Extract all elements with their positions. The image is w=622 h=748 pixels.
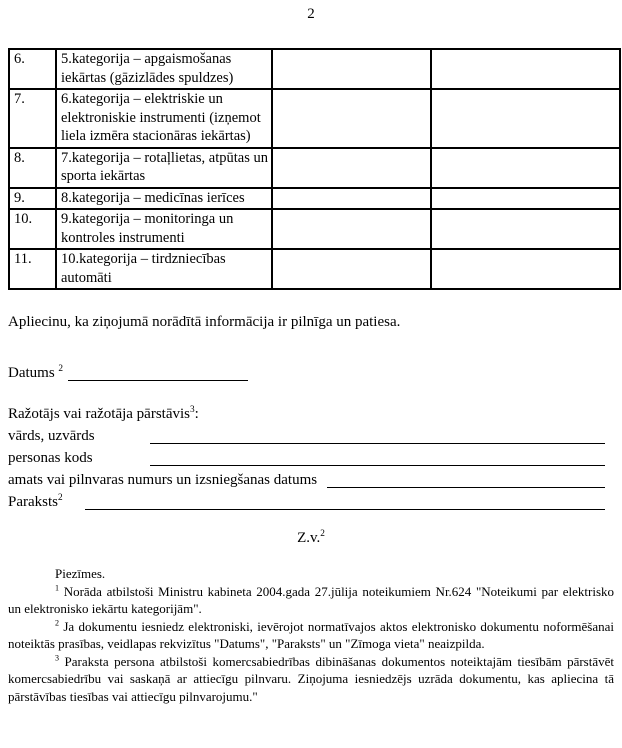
empty-cell-2 xyxy=(431,209,620,249)
empty-cell-1 xyxy=(272,188,431,210)
table-row xyxy=(9,148,620,188)
table-row xyxy=(9,89,620,148)
category-cell: 5.kategorija – apgaismošanas iekārtas (gāzizlādes spuldzes) xyxy=(56,49,272,89)
signature-blank-line xyxy=(85,509,605,510)
date-blank-line xyxy=(68,380,248,381)
statement-text: Apliecinu, ka ziņojumā norādītā informācija ir pilnīga un patiesa. xyxy=(8,314,401,330)
table-row xyxy=(9,249,620,289)
footnote-2-marker: 2 xyxy=(55,618,60,628)
representative-heading: Ražotājs vai ražotāja pārstāvis$^3$: xyxy=(8,405,199,422)
table-row xyxy=(9,209,620,249)
name-field-row xyxy=(8,425,614,447)
representative-superscript: 3 xyxy=(190,405,195,415)
row-number-cell: 8. xyxy=(9,148,56,188)
row-number-cell: 10. xyxy=(9,209,56,249)
row-number-cell: 9. xyxy=(9,188,56,210)
table-row xyxy=(9,49,620,89)
position-field-row xyxy=(8,469,614,491)
empty-cell-1 xyxy=(272,89,431,148)
date-label: Datums $^2$ xyxy=(8,364,64,381)
table-row xyxy=(9,188,620,210)
signature-superscript: 2 xyxy=(58,493,63,503)
signature-field-row xyxy=(8,491,614,513)
date-field-row xyxy=(8,362,614,384)
footnote-1-text: Norāda atbilstoši Ministru kabineta 2004.gada 27.jūlija noteikumiem Nr.624 "Noteikumi par elektrisko un elektronisko iekārtu kategorijām". xyxy=(8,583,615,616)
category-cell: 10.kategorija – tirdzniecības automāti xyxy=(56,249,272,289)
empty-cell-2 xyxy=(431,49,620,89)
name-blank-line xyxy=(150,443,605,444)
row-number-cell: 6. xyxy=(9,49,56,89)
footnote-3 xyxy=(8,653,614,706)
empty-cell-1 xyxy=(272,148,431,188)
category-cell: 8.kategorija – medicīnas ierīces xyxy=(56,188,272,210)
empty-cell-2 xyxy=(431,249,620,289)
empty-cell-2 xyxy=(431,89,620,148)
empty-cell-2 xyxy=(431,148,620,188)
empty-cell-1 xyxy=(272,209,431,249)
page-number: 2 xyxy=(307,6,315,22)
footnote-1 xyxy=(8,583,614,618)
empty-cell-1 xyxy=(272,49,431,89)
category-cell: 7.kategorija – rotaļlietas, atpūtas un sporta iekārtas xyxy=(56,148,272,188)
seal-superscript: 2 xyxy=(320,529,325,539)
signature-label: Paraksts$^2$ xyxy=(8,493,63,510)
notes-heading: Piezīmes. xyxy=(55,566,106,581)
category-cell: 9.kategorija – monitoringa un kontroles instrumenti xyxy=(56,209,272,249)
personal-code-blank-line xyxy=(150,465,605,466)
personal-code-field-row xyxy=(8,447,614,469)
footnote-3-marker: 3 xyxy=(55,653,60,663)
footnote-3-text: Paraksta persona atbilstoši komercsabiedrības dibināšanas dokumentos noteiktajām tiesībām pārstāvēt komercsabiedrību vai saskaņā ar attiecīgu pilnvaru. Ziņojuma iesniedzējs uzrāda dokumentu, kas apliecina tā pārstāvības tiesības vai attiecīgu pilnvarojumu." xyxy=(8,653,615,704)
category-cell: 6.kategorija – elektriskie un elektroniskie instrumenti (izņemot liela izmēra stacionāras iekārtas) xyxy=(56,89,272,148)
personal-code-label: personas kods xyxy=(8,450,93,466)
empty-cell-1 xyxy=(272,249,431,289)
category-table xyxy=(8,48,621,290)
footnote-2-text: Ja dokumentu iesniedz elektroniski, ievērojot normatīvajos aktos elektronisko dokumentu noformēšanai noteiktās prasības, veidlapas rekvizītus "Datums", "Paraksts" un "Zīmoga vieta" neaizpilda. xyxy=(8,618,614,651)
empty-cell-2 xyxy=(431,188,620,210)
position-label: amats vai pilnvaras numurs un izsniegšanas datums xyxy=(8,472,318,488)
footnote-2 xyxy=(8,618,614,653)
notes-section xyxy=(8,565,614,705)
row-number-cell: 7. xyxy=(9,89,56,148)
footnote-1-marker: 1 xyxy=(55,583,60,593)
seal-abbreviation: Z.v.$^2$ xyxy=(297,529,325,546)
name-label: vārds, uzvārds xyxy=(8,428,95,444)
position-blank-line xyxy=(327,487,605,488)
date-superscript: 2 xyxy=(58,364,64,374)
row-number-cell: 11. xyxy=(9,249,56,289)
